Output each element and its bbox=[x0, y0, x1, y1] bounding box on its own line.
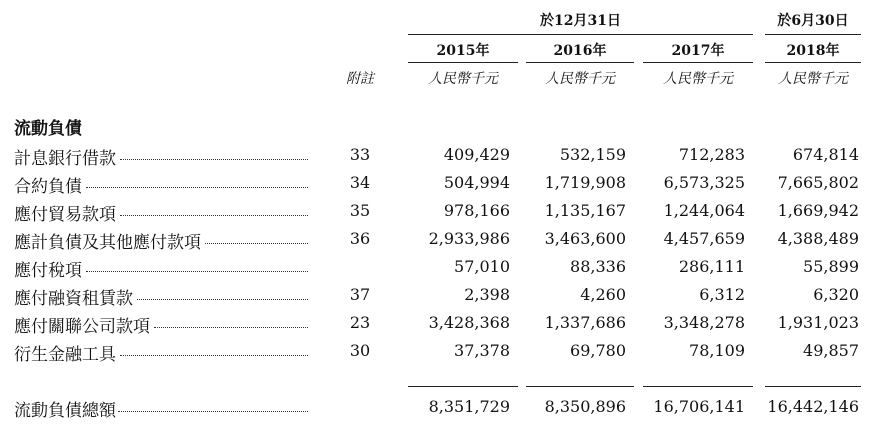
row-value-2016: 1,337,686 bbox=[544, 313, 626, 332]
leader-dots bbox=[137, 299, 308, 300]
header-year-rule-2017 bbox=[643, 62, 753, 63]
header-group-rule-half-year bbox=[765, 34, 861, 35]
total-value-2015: 8,351,729 bbox=[428, 397, 510, 416]
leader-dots bbox=[86, 271, 308, 272]
total-rule-2017 bbox=[643, 386, 753, 387]
row-value-2018: 6,320 bbox=[813, 285, 859, 304]
row-note: 37 bbox=[349, 285, 371, 304]
total-rule-2018 bbox=[765, 386, 861, 387]
row-value-2017: 286,111 bbox=[678, 257, 745, 276]
total-value-2017: 16,706,141 bbox=[653, 397, 745, 416]
row-value-2016: 4,260 bbox=[580, 285, 626, 304]
header-unit-2015: 人民幣千元 bbox=[428, 71, 498, 87]
header-year-2017: 2017年 bbox=[671, 43, 725, 59]
row-value-2016: 1,135,167 bbox=[544, 201, 626, 220]
row-value-2015: 2,933,986 bbox=[428, 229, 510, 248]
row-value-2015: 409,429 bbox=[443, 145, 510, 164]
leader-dots bbox=[120, 159, 308, 160]
section-title: 流動負債 bbox=[14, 119, 82, 139]
row-value-2016: 1,719,908 bbox=[544, 173, 626, 192]
row-value-2018: 4,388,489 bbox=[777, 229, 859, 248]
total-value-2018: 16,442,146 bbox=[767, 397, 859, 416]
leader-dots bbox=[205, 243, 308, 244]
row-value-2017: 1,244,064 bbox=[663, 201, 745, 220]
header-group-rule-year-end bbox=[408, 34, 753, 35]
row-label: 應付融資租賃款 bbox=[14, 289, 133, 309]
header-year-2015: 2015年 bbox=[436, 43, 490, 59]
row-label: 衍生金融工具 bbox=[14, 345, 116, 365]
total-rule-2016 bbox=[526, 386, 634, 387]
row-label: 應付貿易款項 bbox=[14, 205, 116, 225]
row-note: 33 bbox=[349, 145, 371, 164]
row-value-2015: 978,166 bbox=[443, 201, 510, 220]
row-value-2018: 1,931,023 bbox=[777, 313, 859, 332]
row-value-2015: 2,398 bbox=[464, 285, 510, 304]
total-label: 流動負債總額 bbox=[14, 401, 116, 421]
row-value-2018: 674,814 bbox=[792, 145, 859, 164]
header-note-label: 附註 bbox=[346, 71, 374, 87]
total-value-2016: 8,350,896 bbox=[544, 397, 626, 416]
row-note: 23 bbox=[349, 313, 371, 332]
row-value-2015: 504,994 bbox=[443, 173, 510, 192]
row-label: 應付稅項 bbox=[14, 261, 82, 281]
header-year-rule-2015 bbox=[408, 62, 518, 63]
header-year-rule-2018 bbox=[765, 62, 861, 63]
row-label: 計息銀行借款 bbox=[14, 149, 116, 169]
row-value-2017: 6,312 bbox=[699, 285, 745, 304]
row-value-2017: 78,109 bbox=[689, 341, 745, 360]
header-year-end-group: 於12月31日 bbox=[540, 13, 621, 29]
row-value-2015: 57,010 bbox=[454, 257, 510, 276]
leader-dots bbox=[86, 187, 308, 188]
row-value-2018: 49,857 bbox=[803, 341, 859, 360]
row-label: 應計負債及其他應付款項 bbox=[14, 233, 201, 253]
total-leader-dots bbox=[118, 411, 308, 412]
header-half-year-group: 於6月30日 bbox=[777, 13, 849, 29]
row-value-2016: 88,336 bbox=[570, 257, 626, 276]
row-value-2018: 55,899 bbox=[803, 257, 859, 276]
header-year-rule-2016 bbox=[526, 62, 634, 63]
header-year-2018: 2018年 bbox=[786, 43, 840, 59]
row-value-2018: 1,669,942 bbox=[777, 201, 859, 220]
total-rule-2015 bbox=[408, 386, 518, 387]
leader-dots bbox=[120, 215, 308, 216]
leader-dots bbox=[120, 355, 308, 356]
header-year-2016: 2016年 bbox=[553, 43, 607, 59]
row-value-2018: 7,665,802 bbox=[777, 173, 859, 192]
row-value-2016: 3,463,600 bbox=[544, 229, 626, 248]
row-value-2017: 4,457,659 bbox=[663, 229, 745, 248]
header-unit-2017: 人民幣千元 bbox=[663, 71, 733, 87]
row-note: 35 bbox=[349, 201, 371, 220]
row-note: 34 bbox=[349, 173, 371, 192]
row-value-2016: 69,780 bbox=[570, 341, 626, 360]
row-value-2017: 3,348,278 bbox=[663, 313, 745, 332]
header-unit-2018: 人民幣千元 bbox=[778, 71, 848, 87]
row-value-2015: 37,378 bbox=[454, 341, 510, 360]
row-note: 36 bbox=[349, 229, 371, 248]
row-value-2016: 532,159 bbox=[559, 145, 626, 164]
row-label: 合約負債 bbox=[14, 177, 82, 197]
leader-dots bbox=[154, 327, 308, 328]
row-value-2017: 712,283 bbox=[678, 145, 745, 164]
row-label: 應付關聯公司款項 bbox=[14, 317, 150, 337]
row-value-2017: 6,573,325 bbox=[663, 173, 745, 192]
row-value-2015: 3,428,368 bbox=[428, 313, 510, 332]
header-unit-2016: 人民幣千元 bbox=[545, 71, 615, 87]
row-note: 30 bbox=[349, 341, 371, 360]
